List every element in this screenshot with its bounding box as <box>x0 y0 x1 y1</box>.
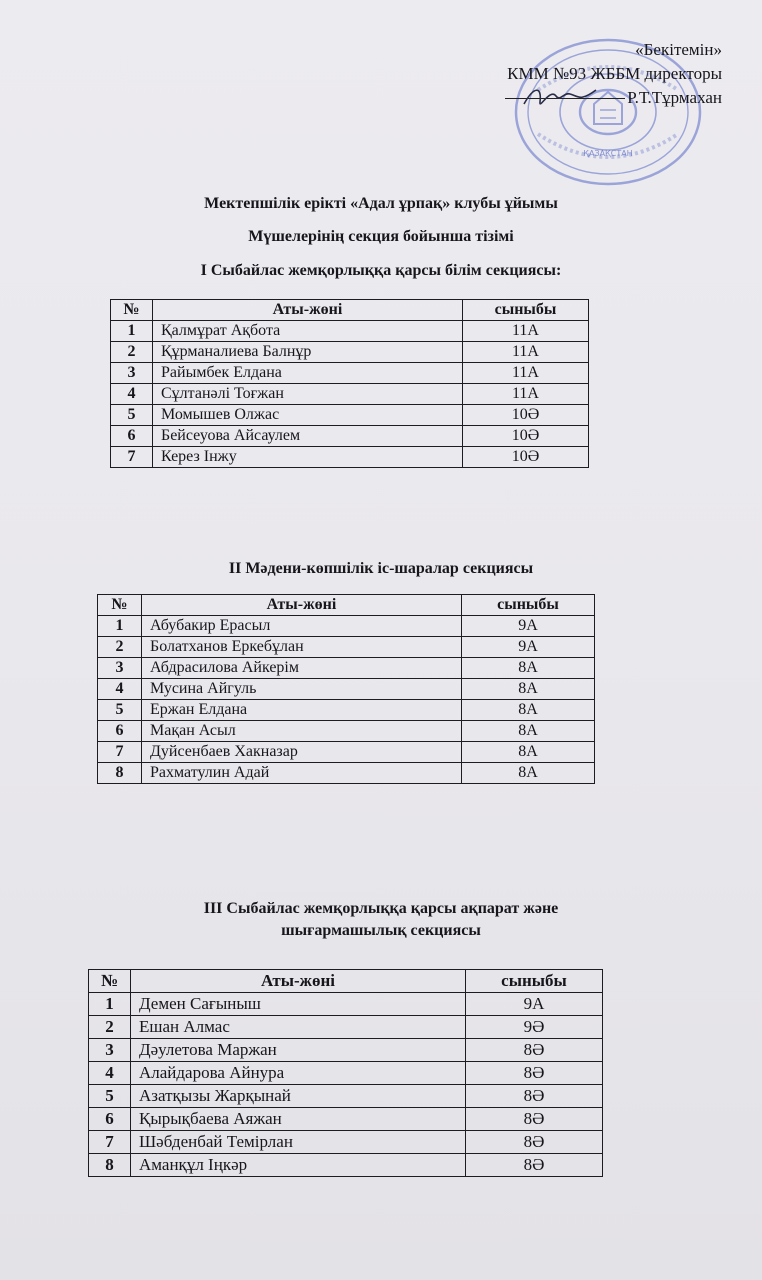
header-class: сыныбы <box>463 300 589 321</box>
row-class: 8Ә <box>466 1039 603 1062</box>
row-class: 10Ә <box>463 405 589 426</box>
row-num: 2 <box>111 342 153 363</box>
table-row <box>111 405 589 426</box>
header-num: № <box>89 970 131 993</box>
row-num: 2 <box>89 1016 131 1039</box>
row-num: 8 <box>98 763 142 784</box>
row-name: Момышев Олжас <box>153 405 463 426</box>
table-row <box>89 1085 603 1108</box>
table-header-row <box>98 595 595 616</box>
row-num: 5 <box>111 405 153 426</box>
table-row <box>98 700 595 721</box>
section-2-title: II Мәдени-көпшілік іс-шаралар секциясы <box>228 560 534 577</box>
table-row <box>98 742 595 763</box>
row-num: 3 <box>98 658 142 679</box>
row-num: 8 <box>89 1154 131 1177</box>
row-num: 7 <box>111 447 153 468</box>
row-num: 1 <box>111 321 153 342</box>
header-name: Аты-жөні <box>131 970 466 993</box>
row-name: Бейсеуова Айсаулем <box>153 426 463 447</box>
row-num: 6 <box>89 1108 131 1131</box>
row-class: 9А <box>462 637 595 658</box>
row-name: Қырықбаева Аяжан <box>131 1108 466 1131</box>
row-class: 11А <box>463 384 589 405</box>
row-name: Мақан Асыл <box>142 721 462 742</box>
row-class: 8Ә <box>466 1085 603 1108</box>
row-name: Абдрасилова Айкерім <box>142 658 462 679</box>
row-name: Райымбек Елдана <box>153 363 463 384</box>
row-name: Ешан Алмас <box>131 1016 466 1039</box>
table-header-row <box>111 300 589 321</box>
approval-line-1: «Бекітемін» <box>635 40 722 59</box>
section-3-table <box>88 969 603 1177</box>
row-num: 6 <box>111 426 153 447</box>
section-3-title-line-2: шығармашылық секциясы <box>281 922 481 939</box>
row-name: Сұлтанәлі Тоғжан <box>153 384 463 405</box>
row-class: 11А <box>463 363 589 384</box>
row-class: 8Ә <box>466 1062 603 1085</box>
table-row <box>111 342 589 363</box>
header-num: № <box>98 595 142 616</box>
row-name: Мусина Айгуль <box>142 679 462 700</box>
row-num: 4 <box>111 384 153 405</box>
row-name: Рахматулин Адай <box>142 763 462 784</box>
row-num: 5 <box>89 1085 131 1108</box>
header-class: сыныбы <box>466 970 603 993</box>
row-class: 9А <box>466 993 603 1016</box>
row-name: Демен Сағыныш <box>131 993 466 1016</box>
row-num: 3 <box>111 363 153 384</box>
table-row <box>98 721 595 742</box>
table-row <box>98 763 595 784</box>
row-class: 8Ә <box>466 1108 603 1131</box>
row-num: 5 <box>98 700 142 721</box>
row-class: 11А <box>463 321 589 342</box>
row-class: 10Ә <box>463 447 589 468</box>
row-num: 7 <box>89 1131 131 1154</box>
row-name: Құрманалиева Балнұр <box>153 342 463 363</box>
row-num: 2 <box>98 637 142 658</box>
row-class: 8Ә <box>466 1154 603 1177</box>
table-row <box>89 1062 603 1085</box>
section-1-table <box>110 299 589 468</box>
row-num: 6 <box>98 721 142 742</box>
row-class: 8А <box>462 763 595 784</box>
row-name: Абубакир Ерасыл <box>142 616 462 637</box>
table-row <box>89 1108 603 1131</box>
table-row <box>89 1016 603 1039</box>
handwritten-signature <box>520 82 600 112</box>
header-num: № <box>111 300 153 321</box>
table-header-row <box>89 970 603 993</box>
table-row <box>111 321 589 342</box>
row-num: 1 <box>98 616 142 637</box>
row-num: 7 <box>98 742 142 763</box>
row-name: Алайдарова Айнура <box>131 1062 466 1085</box>
row-name: Дуйсенбаев Хакназар <box>142 742 462 763</box>
row-class: 8А <box>462 700 595 721</box>
header-name: Аты-жөні <box>153 300 463 321</box>
row-num: 4 <box>89 1062 131 1085</box>
table-row <box>89 1039 603 1062</box>
header-class: сыныбы <box>462 595 595 616</box>
table-row <box>111 363 589 384</box>
row-name: Болатханов Еркебұлан <box>142 637 462 658</box>
row-name: Ержан Елдана <box>142 700 462 721</box>
table-row <box>111 426 589 447</box>
table-row <box>89 1154 603 1177</box>
stamp-text: ҚАЗАҚСТАН <box>583 149 633 158</box>
row-class: 8А <box>462 721 595 742</box>
director-name: Р.Т.Тұрмахан <box>627 88 722 107</box>
row-name: Керез Інжу <box>153 447 463 468</box>
section-1-title: I Сыбайлас жемқорлыққа қарсы білім секциясы: <box>200 262 562 279</box>
row-class: 9Ә <box>466 1016 603 1039</box>
section-3-title-line-1: III Сыбайлас жемқорлыққа қарсы ақпарат және <box>203 900 559 917</box>
row-name: Дәулетова Маржан <box>131 1039 466 1062</box>
table-row <box>98 616 595 637</box>
section-2-table <box>97 594 595 784</box>
table-row <box>111 384 589 405</box>
table-row <box>89 1131 603 1154</box>
document-title: Мектепшілік ерікті «Адал ұрпақ» клубы ұйымы <box>204 195 558 212</box>
row-num: 4 <box>98 679 142 700</box>
row-class: 8А <box>462 679 595 700</box>
row-class: 8А <box>462 658 595 679</box>
row-name: Қалмұрат Ақбота <box>153 321 463 342</box>
row-class: 8А <box>462 742 595 763</box>
row-class: 11А <box>463 342 589 363</box>
table-row <box>98 637 595 658</box>
row-class: 9А <box>462 616 595 637</box>
row-name: Аманқұл Іңкәр <box>131 1154 466 1177</box>
document-subtitle: Мүшелерінің секция бойынша тізімі <box>248 228 514 245</box>
table-row <box>89 993 603 1016</box>
row-name: Шәбденбай Темірлан <box>131 1131 466 1154</box>
row-class: 10Ә <box>463 426 589 447</box>
header-name: Аты-жөні <box>142 595 462 616</box>
approval-line-2: КММ №93 ЖББМ директоры <box>507 64 722 83</box>
table-row <box>111 447 589 468</box>
row-num: 3 <box>89 1039 131 1062</box>
row-class: 8Ә <box>466 1131 603 1154</box>
table-row <box>98 658 595 679</box>
row-num: 1 <box>89 993 131 1016</box>
row-name: Азатқызы Жарқынай <box>131 1085 466 1108</box>
table-row <box>98 679 595 700</box>
